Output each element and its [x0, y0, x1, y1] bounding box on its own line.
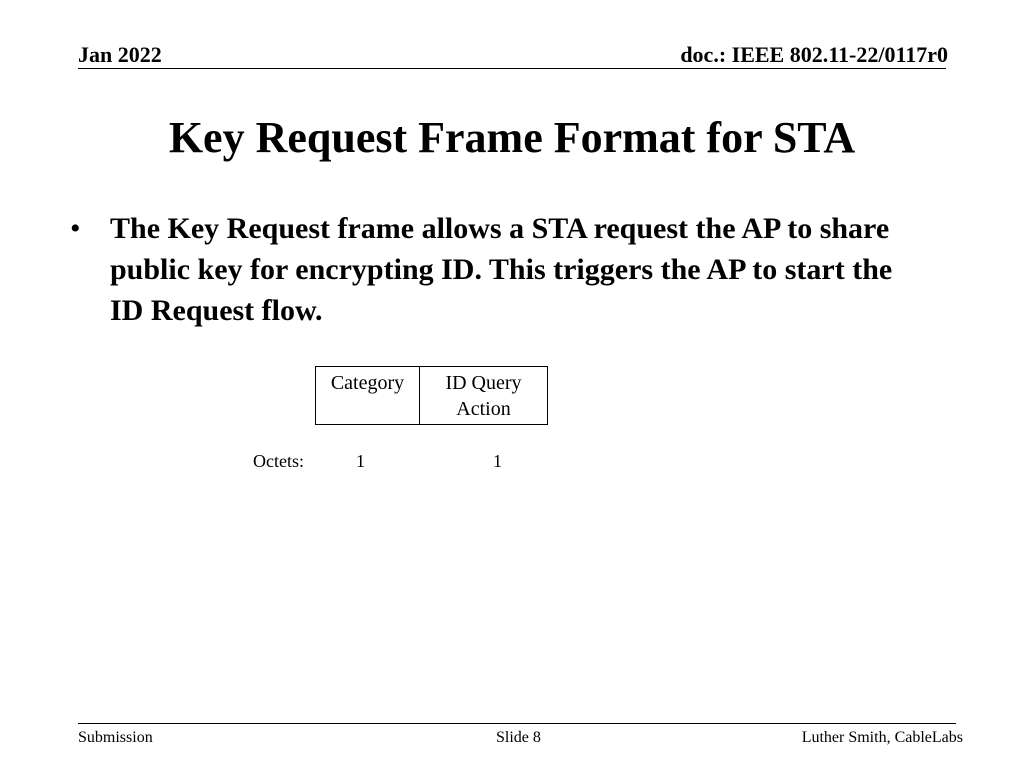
footer-author: Luther Smith, CableLabs	[801, 729, 963, 746]
bullet-marker: •	[70, 212, 81, 245]
frame-fields-row	[316, 367, 548, 425]
octets-category: 1	[356, 451, 365, 471]
bullet-item	[70, 208, 950, 331]
frame-format-table	[315, 366, 548, 425]
field-id-query-action: ID Query Action	[420, 367, 548, 425]
header-doc-id: doc.: IEEE 802.11-22/0117r0	[680, 42, 948, 67]
octets-label: Octets:	[253, 451, 304, 471]
field-category: Category	[316, 367, 420, 425]
bullet-text: The Key Request frame allows a STA request the AP to share public key for encrypting ID. This triggers the AP to start the ID Request flow.	[110, 212, 893, 327]
header-divider	[78, 68, 946, 69]
slide-title: Key Request Frame Format for STA	[168, 113, 856, 162]
footer-submission: Submission	[78, 729, 153, 746]
footer-divider	[78, 723, 956, 724]
footer-slide-number: Slide 8	[496, 729, 541, 746]
octets-id-query-action: 1	[493, 451, 502, 471]
header-date: Jan 2022	[78, 42, 162, 67]
